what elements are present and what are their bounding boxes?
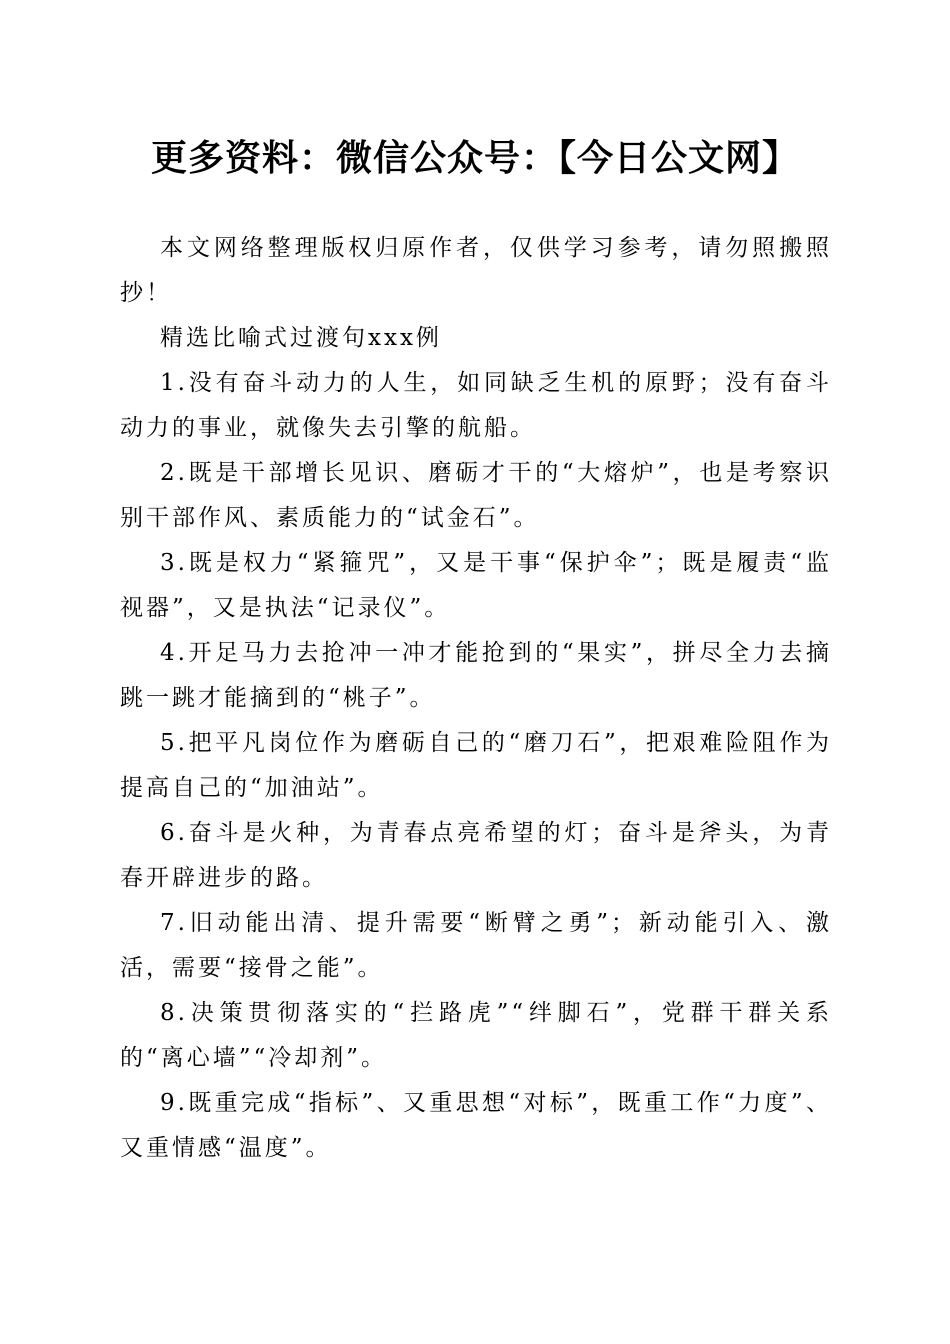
list-item: 2.既是干部增长见识、磨砺才干的“大熔炉”，也是考察识别干部作风、素质能力的“试金石”。	[120, 460, 832, 531]
intro-paragraph: 本文网络整理版权归原作者，仅供学习参考，请勿照搬照抄！	[120, 235, 832, 306]
list-item: 5.把平凡岗位作为磨砺自己的“磨刀石”，把艰难险阻作为提高自己的“加油站”。	[120, 730, 832, 801]
list-item: 6.奋斗是火种，为青春点亮希望的灯；奋斗是斧头，为青春开辟进步的路。	[120, 820, 832, 891]
list-item: 1.没有奋斗动力的人生，如同缺乏生机的原野；没有奋斗动力的事业，就像失去引擎的航船。	[120, 370, 832, 441]
list-item: 9.既重完成“指标”、又重思想“对标”，既重工作“力度”、又重情感“温度”。	[120, 1090, 832, 1161]
document-body	[120, 226, 832, 1171]
list-item: 4.开足马力去抢冲一冲才能抢到的“果实”，拼尽全力去摘跳一跳才能摘到的“桃子”。	[120, 640, 832, 711]
list-item: 3.既是权力“紧箍咒”，又是干事“保护伞”；既是履责“监视器”，又是执法“记录仪”。	[120, 550, 832, 621]
list-item: 7.旧动能出清、提升需要“断臂之勇”；新动能引入、激活，需要“接骨之能”。	[120, 910, 832, 981]
page-title: 更多资料：微信公众号：【今日公文网】	[150, 137, 799, 179]
list-item: 8.决策贯彻落实的“拦路虎”“绊脚石”，党群干群关系的“离心墙”“冷却剂”。	[120, 1000, 832, 1071]
subtitle-paragraph: 精选比喻式过渡句xxx例	[160, 325, 442, 351]
